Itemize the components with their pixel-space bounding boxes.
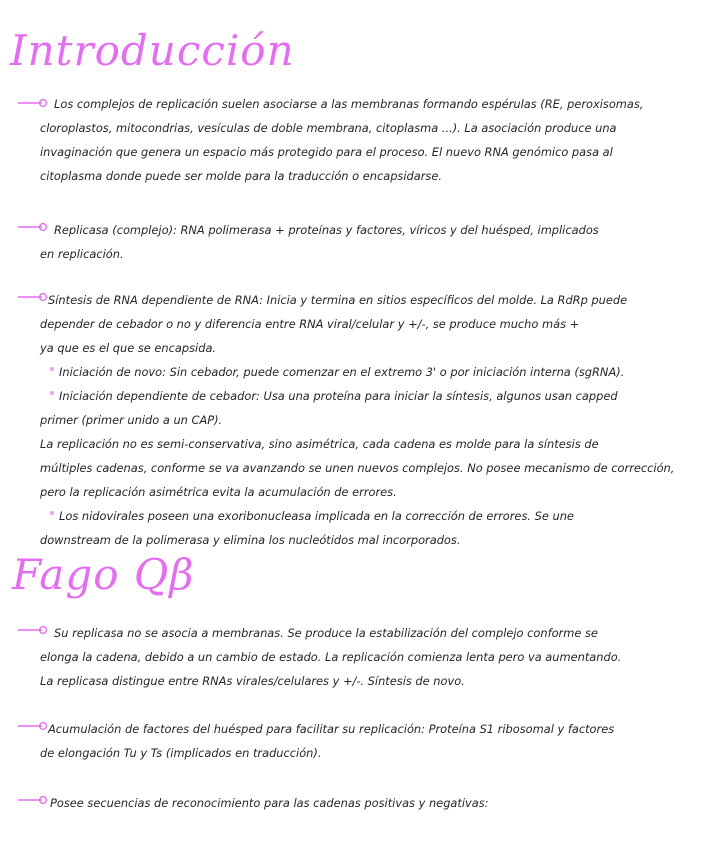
text-line: Replicasa (complejo): RNA polimerasa + proteínas y factores, víricos y del huésped, implicados [54, 223, 599, 237]
text-line: primer (primer unido a un CAP). [40, 413, 223, 427]
fago-paragraph-2 [14, 717, 690, 765]
section-title-fago: Fago Qβ [12, 550, 195, 599]
text-line: La replicasa distingue entre RNAs virales/celulares y +/-. Síntesis de novo. [40, 674, 465, 688]
text-line: Síntesis de RNA dependiente de RNA: Inicia y termina en sitios específicos del molde. La RdRp puede [48, 293, 628, 307]
fago-paragraph-1 [14, 621, 690, 693]
intro-sub-2 [14, 384, 690, 432]
text-line: elonga la cadena, debido a un cambio de estado. La replicación comienza lenta pero va aumentando. [40, 650, 622, 664]
text-line: invaginación que genera un espacio más protegido para el proceso. El nuevo RNA genómico pasa al [40, 145, 613, 159]
fago-paragraph-3 [14, 791, 690, 815]
text-line: downstream de la polimerasa y elimina los nucleótidos mal incorporados. [40, 533, 461, 547]
text-line: en replicación. [40, 247, 124, 261]
intro-paragraph-1 [14, 92, 690, 188]
text-line: ya que es el que se encapsida. [40, 341, 217, 355]
intro-paragraph-4 [14, 432, 690, 504]
text-line: múltiples cadenas, conforme se va avanzando se unen nuevos complejos. No posee mecanismo de corrección, [40, 461, 675, 475]
text-line: depender de cebador o no y diferencia entre RNA viral/celular y +/-, se produce mucho más + [40, 317, 580, 331]
text-line: Iniciación de novo: Sin cebador, puede comenzar en el extremo 3' o por iniciación interna (sgRNA). [59, 365, 625, 379]
text-line: Los nidovirales poseen una exoribonucleasa implicada en la corrección de errores. Se une [59, 509, 574, 523]
text-line: Acumulación de factores del huésped para facilitar su replicación: Proteína S1 ribosomal y factores [48, 722, 615, 736]
text-line: citoplasma donde puede ser molde para la traducción o encapsidarse. [40, 169, 442, 183]
intro-paragraph-3 [14, 288, 690, 360]
text-line: pero la replicación asimétrica evita la acumulación de errores. [40, 485, 397, 499]
text-line: cloroplastos, mitocondrias, vesículas de doble membrana, citoplasma ...). La asociación produce una [40, 121, 617, 135]
text-line: Su replicasa no se asocia a membranas. Se produce la estabilización del complejo conforme se [54, 626, 598, 640]
intro-paragraph-2 [14, 218, 690, 266]
text-line: Iniciación dependiente de cebador: Usa una proteína para iniciar la síntesis, algunos usan capped [59, 389, 618, 403]
text-line: de elongación Tu y Ts (implicados en traducción). [40, 746, 322, 760]
text-line: La replicación no es semi-conservativa, sino asimétrica, cada cadena es molde para la síntesis de [40, 437, 599, 451]
text-line: Los complejos de replicación suelen asociarse a las membranas formando espérulas (RE, peroxisomas, [54, 97, 644, 111]
intro-sub-3 [14, 504, 690, 552]
text-line: Posee secuencias de reconocimiento para las cadenas positivas y negativas: [50, 796, 489, 810]
section-title-introduccion: Introducción [10, 26, 295, 75]
intro-sub-1 [14, 360, 690, 384]
